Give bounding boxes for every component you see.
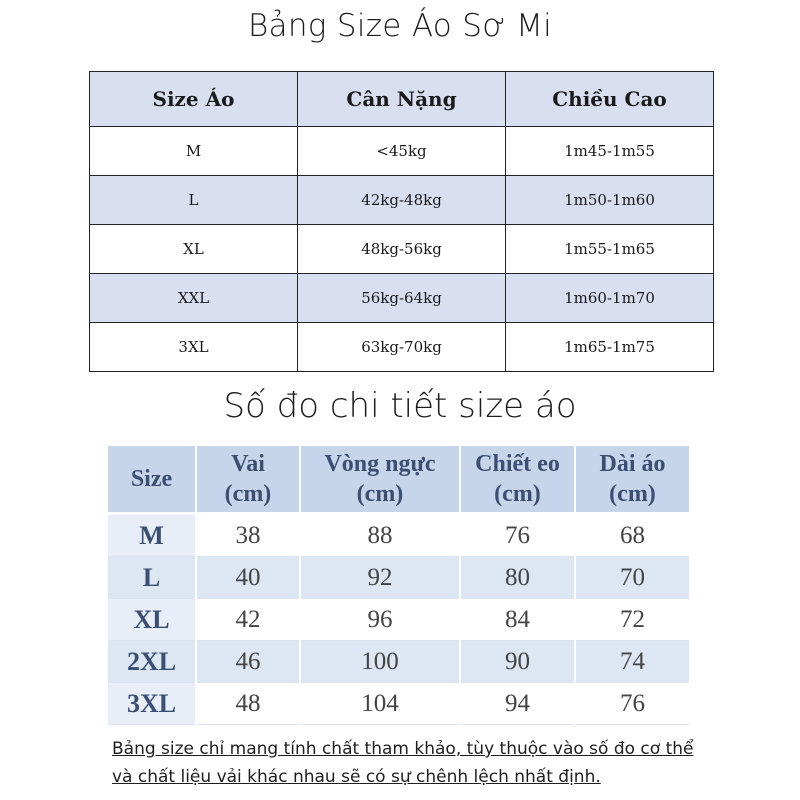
- size-table-header-row: [90, 72, 714, 127]
- detail-header-row: [108, 446, 690, 514]
- size-table: [89, 71, 714, 372]
- cell-weight: 63kg-70kg: [298, 323, 506, 372]
- cell-waist: 80: [460, 557, 575, 599]
- header-shoulder-label: Vai: [231, 451, 265, 477]
- cell-size: L: [90, 176, 298, 225]
- header-weight: Cân Nặng: [298, 72, 506, 127]
- cell-length: 72: [575, 599, 690, 641]
- header-height: Chiều Cao: [506, 72, 714, 127]
- cell-height: 1m65-1m75: [506, 323, 714, 372]
- cell-shoulder: 42: [196, 599, 300, 641]
- header-length: [575, 446, 690, 514]
- cell-size: XL: [108, 599, 196, 641]
- size-chart-title: Bảng Size Áo Sơ Mi: [247, 8, 553, 44]
- cell-chest: 92: [300, 557, 460, 599]
- header-unit: (cm): [494, 481, 541, 507]
- cell-shoulder: 46: [196, 641, 300, 683]
- detail-table: [108, 446, 691, 725]
- detail-table-wrapper: [108, 446, 690, 722]
- cell-length: 68: [575, 514, 690, 557]
- cell-height: 1m60-1m70: [506, 274, 714, 323]
- cell-weight: 42kg-48kg: [298, 176, 506, 225]
- cell-size: L: [108, 557, 196, 599]
- cell-chest: 104: [300, 683, 460, 725]
- table-row: [108, 599, 690, 641]
- detail-title: Số đo chi tiết size áo: [223, 386, 577, 426]
- table-row: [90, 225, 714, 274]
- cell-size: XXL: [90, 274, 298, 323]
- header-chest: [300, 446, 460, 514]
- cell-height: 1m45-1m55: [506, 127, 714, 176]
- header-size-label: Size: [130, 466, 173, 492]
- table-row: [108, 557, 690, 599]
- header-size: Size Áo: [90, 72, 298, 127]
- cell-chest: 96: [300, 599, 460, 641]
- cell-length: 76: [575, 683, 690, 725]
- cell-shoulder: 48: [196, 683, 300, 725]
- cell-size: 3XL: [108, 683, 196, 725]
- table-row: [108, 514, 690, 557]
- cell-waist: 90: [460, 641, 575, 683]
- header-unit: (cm): [609, 481, 656, 507]
- header-waist: [460, 446, 575, 514]
- header-unit: (cm): [356, 481, 404, 507]
- cell-weight: 56kg-64kg: [298, 274, 506, 323]
- table-row: [90, 323, 714, 372]
- header-unit: (cm): [224, 481, 272, 507]
- cell-size: XL: [90, 225, 298, 274]
- table-row: [90, 274, 714, 323]
- cell-shoulder: 40: [196, 557, 300, 599]
- cell-chest: 100: [300, 641, 460, 683]
- cell-waist: 76: [460, 514, 575, 557]
- cell-waist: 84: [460, 599, 575, 641]
- header-chest-label: Vòng ngực: [324, 451, 436, 477]
- cell-size: 2XL: [108, 641, 196, 683]
- table-row: [90, 127, 714, 176]
- cell-shoulder: 38: [196, 514, 300, 557]
- cell-height: 1m50-1m60: [506, 176, 714, 225]
- cell-length: 70: [575, 557, 690, 599]
- cell-size: M: [108, 514, 196, 557]
- disclaimer-note: Bảng size chỉ mang tính chất tham khảo, tùy thuộc vào số đo cơ thể và chất liệu vải khác nhau sẽ có sự chênh lệch nhất định.: [112, 739, 694, 787]
- cell-size: M: [90, 127, 298, 176]
- header-length-label: Dài áo: [599, 451, 666, 477]
- table-row: [108, 641, 690, 683]
- cell-weight: <45kg: [298, 127, 506, 176]
- table-row: [108, 683, 690, 725]
- cell-size: 3XL: [90, 323, 298, 372]
- cell-length: 74: [575, 641, 690, 683]
- header-shoulder: [196, 446, 300, 514]
- table-row: [90, 176, 714, 225]
- cell-weight: 48kg-56kg: [298, 225, 506, 274]
- cell-height: 1m55-1m65: [506, 225, 714, 274]
- cell-waist: 94: [460, 683, 575, 725]
- cell-chest: 88: [300, 514, 460, 557]
- header-size: [108, 446, 196, 514]
- header-waist-label: Chiết eo: [475, 451, 560, 477]
